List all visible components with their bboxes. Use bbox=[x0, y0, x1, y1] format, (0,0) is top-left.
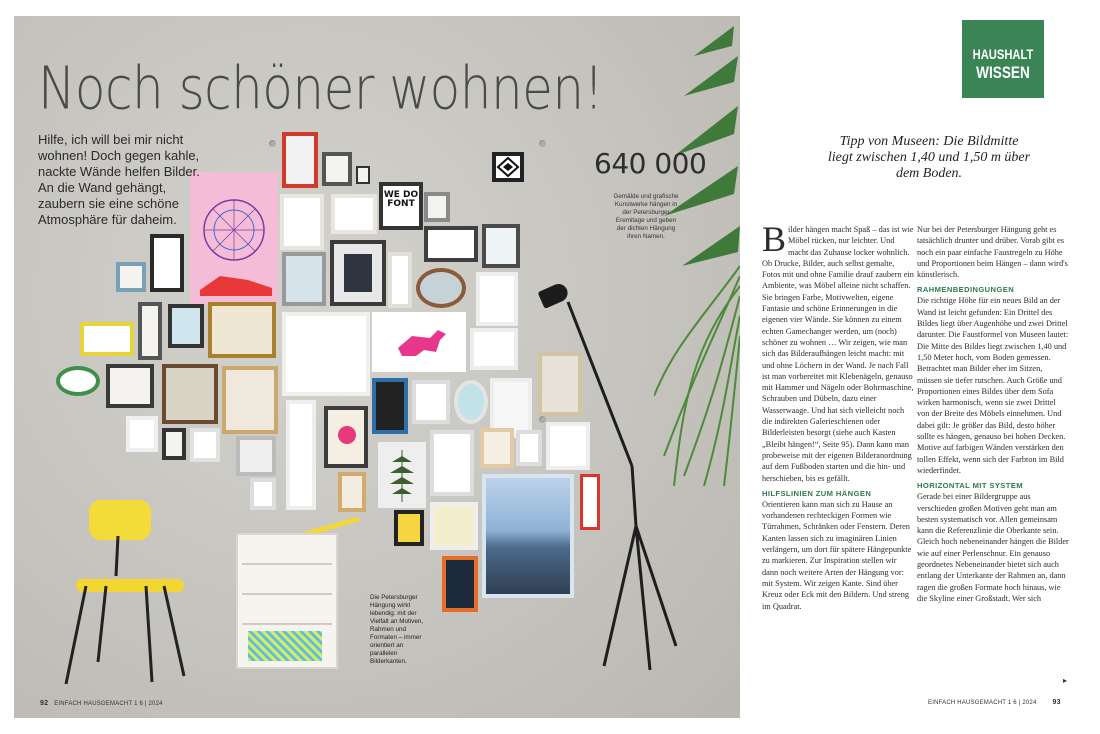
picture-frame bbox=[116, 262, 146, 292]
picture-frame bbox=[430, 430, 474, 496]
wall-hole bbox=[269, 140, 276, 147]
folio-text-left: EINFACH HAUSGEMACHT 1 6 | 2024 bbox=[54, 701, 163, 707]
picture-frame bbox=[162, 428, 186, 460]
big-number: 640 000 bbox=[594, 147, 707, 180]
picture-frame bbox=[331, 194, 377, 234]
folio-left bbox=[40, 700, 163, 707]
picture-frame bbox=[282, 312, 370, 396]
poster-text: WE DO FONT bbox=[383, 186, 419, 226]
horse-poster bbox=[372, 312, 466, 372]
picture-frame bbox=[412, 380, 450, 424]
page-number-right: 93 bbox=[1052, 699, 1061, 706]
we-do-font-poster bbox=[379, 182, 423, 230]
badge-line-2: WISSEN bbox=[976, 63, 1030, 82]
picture-frame bbox=[430, 502, 478, 550]
picture-frame bbox=[236, 436, 276, 476]
picture-frame bbox=[80, 322, 134, 356]
picture-frame bbox=[470, 328, 518, 370]
paragraph: Die richtige Höhe für ein neues Bild an der Wand ist leicht gefunden: Ein Drittel des Bildes liegt über Augenhöhe und zwei Drittel darunter. Die Faustformel von Museen lautet: Die Mitte des Bildes liegt zwischen 1,40 und 1,50 Meter hoch, vom Boden gemessen. Betrachtet man Bilder eher im Sitzen, müssen sie tiefer rutschen. Auch Größe und Proportionen eines Bildes über dem Sofa wirken harmonisch, wenn sie zwei Drittel von der Breite des Möbels einnehmen. Und dabei gilt: Je größer das Bild, desto höher sollte es hängen, genauso bei hohen Decken. Motive auf farbigen Wänden verstärken den tollen Effekt, wenn sich der Farbton im Bild wiederfindet. bbox=[917, 296, 1069, 475]
picture-frame bbox=[388, 252, 412, 308]
museum-tip: Tipp von Museen: Die Bildmitte liegt zwischen 1,40 und 1,50 m über dem Boden. bbox=[827, 134, 1031, 181]
picture-frame bbox=[356, 166, 370, 184]
intro-text: Hilfe, ich will bei mir nicht wohnen! Doch gegen kahle, nackte Wände helfen Bilder. An die Wand gehängt, zaubern sie eine schöne Atmosphäre für daheim. bbox=[38, 132, 200, 227]
picture-frame bbox=[286, 400, 316, 510]
oval-frame bbox=[416, 268, 466, 308]
drop-cap: B bbox=[762, 219, 787, 259]
paragraph: Orientieren kann man sich zu Hause an vorhandenen rechteckigen Formen wie Türrahmen, Schränken oder Fenstern. Deren Kanten lassen sich zu imaginären Linien verlängern, um dort für spätere Hängepunkte zu markieren. Zur Inspiration stellen wir dann noch weitere Arten der Hängung vor: mit System. Wir zeigen Kante. Sind über Kreuz oder Eck mit den Bildern. Und streng im Quadrat. bbox=[762, 499, 912, 611]
picture-frame bbox=[480, 428, 514, 468]
tape-rolls bbox=[248, 631, 322, 661]
picture-frame bbox=[282, 252, 326, 306]
picture-frame bbox=[338, 472, 366, 512]
picture-frame bbox=[324, 406, 368, 468]
storage-shelf bbox=[236, 533, 338, 669]
wall-hole bbox=[539, 416, 546, 423]
picture-frame bbox=[424, 226, 478, 262]
picture-frame bbox=[250, 478, 276, 510]
oval-frame bbox=[454, 380, 488, 424]
picture-frame bbox=[282, 132, 318, 188]
picture-frame bbox=[138, 302, 162, 360]
paragraph: Gerade bei einer Bildergruppe aus verschieden großen Motiven geht man am besten systematisch vor. Allen gemeinsam kann die Referenzlinie die Oberkante sein. Gleich hoch nebeneinander hängen die Bilder wie auf einer Perlenschnur. Ein genauso geordnetes Nebeneinander bietet sich auch entlang der Unterkante der Rahmen an, dann ragen die großen Formate hoch hinaus, wie die Skyline einer Großstadt. Wer sich bbox=[917, 492, 1069, 603]
horse-icon bbox=[372, 312, 466, 372]
page-number-left: 92 bbox=[40, 700, 49, 707]
diamond-pattern-icon bbox=[496, 156, 520, 178]
floor-lamp-stand bbox=[554, 296, 684, 676]
picture-frame bbox=[476, 272, 518, 326]
picture-frame bbox=[442, 556, 478, 612]
number-caption: Gemälde und grafische Kunstwerke hängen in der Petersburger Eremitage und geben der dichten Hängung ihren Namen. bbox=[613, 193, 679, 240]
subheading: RAHMENBEDINGUNGEN bbox=[917, 285, 1015, 295]
fern-icon bbox=[378, 442, 426, 508]
text-column-1 bbox=[762, 219, 914, 612]
haushalt-wissen-badge bbox=[962, 20, 1044, 98]
picture-frame bbox=[482, 224, 520, 268]
picture-frame bbox=[106, 364, 154, 408]
picture-frame bbox=[394, 510, 424, 546]
picture-frame bbox=[190, 428, 220, 462]
subheading: HILFSLINIEN ZUM HÄNGEN bbox=[762, 488, 872, 498]
folio-text-right: EINFACH HAUSGEMACHT 1 6 | 2024 bbox=[928, 700, 1037, 706]
picture-frame bbox=[280, 194, 324, 250]
photo-caption: Die Petersburger Hängung wirkt lebendig: mit der Vielfalt an Motiven, Rahmen und Formaten – immer orientiert an parallelen Bilderkanten. bbox=[370, 594, 424, 665]
wall-hole bbox=[539, 140, 546, 147]
picture-frame bbox=[424, 192, 450, 222]
picture-frame bbox=[168, 304, 204, 348]
badge-line-1: HAUSHALT bbox=[972, 46, 1034, 62]
folio-right bbox=[928, 699, 1061, 706]
chair-legs bbox=[54, 536, 204, 686]
paragraph: Nur bei der Petersburger Hängung geht es tatsächlich drunter und drüber. Vorab gibt es noch ein paar einfache Faustregeln zu Höhe und Proportionen beim Hängen – dann wird's künstlerisch. bbox=[917, 225, 1068, 280]
yellow-chair-back bbox=[89, 500, 151, 540]
oval-frame bbox=[56, 366, 100, 396]
picture-frame bbox=[516, 430, 542, 466]
picture-frame bbox=[126, 416, 158, 452]
paragraph: Bilder hängen macht Spaß – das ist wie Möbel rücken, nur leichter. Und macht das Zuhause locker wohnlich. Ob Drucke, Bilder, auch selbst gemalte, Fotos mit und ohne Familie drauf zaubern ein Ambiente, was Möbel alleine nicht schaffen. Sie bringen Farbe, Motivwelten, eigene Fantasie und schöne Erinnerungen in die eigenen vier Wände. Sie können zu einem echten Gamechanger werden, um (noch) schöner zu wohnen … Wir zeigen, wie man sich das Bilderaufhängen leicht macht: mit und ohne Löchern in der Wand. Je nach Fall ist man vorbereitet mit Klebenägeln, genauso mit Hammer und Nägeln oder Bohrmaschine, Schrauben und Dübeln, dazu einer Wasserwaage. Und hat sich vielleicht noch die indirekten Galerieschienen oder Bilderleisten besorgt (siehe auch Kasten „Bleibt hängen!“, Seite 95). Dann kann man probeweise mit der eigenen Bilderanordnung auf dem Fußboden starten und die hin- und herschieben, bis es gefällt. bbox=[762, 219, 914, 483]
picture-frame bbox=[492, 152, 524, 182]
continue-arrow-icon: ▸ bbox=[1063, 676, 1068, 685]
fern-poster bbox=[378, 442, 426, 508]
headline: Noch schöner wohnen! bbox=[38, 54, 604, 123]
picture-frame bbox=[372, 378, 408, 434]
text-column-2 bbox=[917, 224, 1069, 604]
picture-frame bbox=[162, 364, 218, 424]
picture-frame bbox=[330, 240, 386, 306]
picture-frame bbox=[222, 366, 278, 434]
picture-frame bbox=[322, 152, 352, 186]
gold-frame bbox=[208, 302, 276, 358]
subheading: HORIZONTAL MIT SYSTEM bbox=[917, 481, 1023, 491]
picture-frame bbox=[150, 234, 184, 292]
photo-spread bbox=[14, 16, 740, 718]
